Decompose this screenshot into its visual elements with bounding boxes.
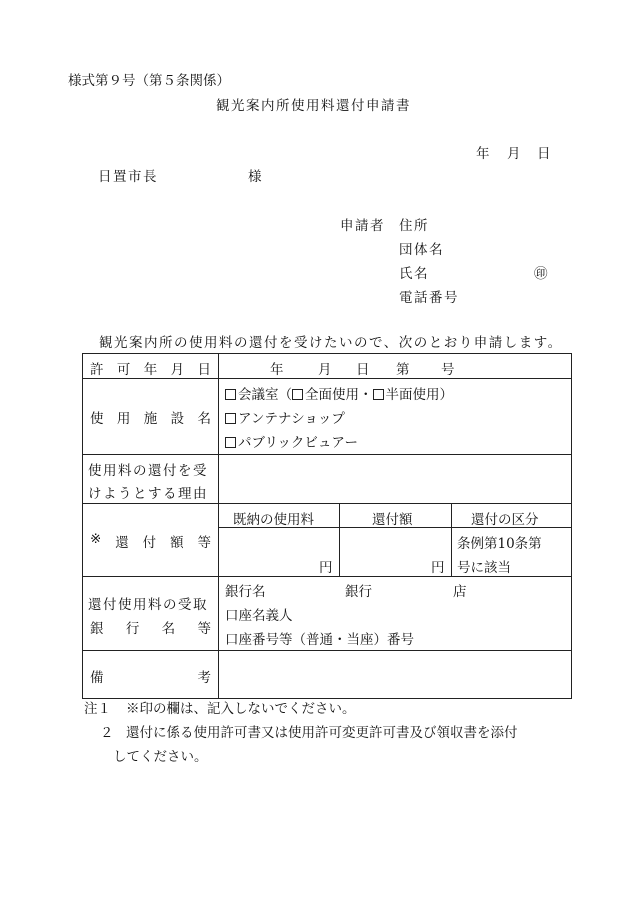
category-line-1: 条例第10条第 [457,536,542,552]
checkbox-icon[interactable] [292,389,303,400]
checkbox-icon[interactable] [225,413,236,424]
facility-label-cell [83,379,219,455]
permit-date-label: 許 可 年 月 日 [90,362,211,378]
account-holder-label: 口座名義人 [225,608,293,624]
refund-label: ※ 還 付 額 等 [90,531,211,551]
application-table [82,353,572,699]
honorific: 様 [248,169,262,185]
reason-label-line-1: 使用料の還付を受 [88,463,208,479]
checkbox-icon[interactable] [225,389,236,400]
note-2-line-2: してください。 [113,749,208,765]
paid-fee-header: 既納の使用料 [233,512,314,528]
remarks-row [83,651,572,699]
applicant-label: 申請者 [340,218,385,234]
note-1-prefix: 注１ [84,701,111,717]
reason-label-cell [83,455,219,504]
remarks-label-cell [83,651,219,699]
applicant-group-label: 団体名 [399,242,444,258]
applicant-name-label: 氏名 [399,266,429,282]
date-year-label: 年 [476,146,490,162]
refund-amount-yen-unit: 円 [431,560,445,576]
note-2-prefix: ２ [100,725,114,741]
addressee: 日置市長 [98,169,158,185]
refund-detail-cell [219,504,572,577]
bank-label-line-1: 還付使用料の受取 [88,597,208,613]
remarks-label: 備 考 [90,670,211,686]
checkbox-icon[interactable] [225,437,236,448]
reason-input-cell[interactable] [219,455,572,504]
bank-name-label: 銀行名 [225,584,266,600]
permit-year-label: 年 [270,362,284,378]
date-day-label: 日 [537,146,551,162]
reason-label-line-2: けようとする理由 [88,486,208,502]
form-number: 様式第９号（第５条関係） [68,73,230,89]
category-line-2: 号に該当 [457,560,511,576]
document-title: 観光案内所使用料還付申請書 [216,98,411,114]
refund-row [83,504,572,577]
remarks-input-cell[interactable] [219,651,572,699]
facility-option-meeting-room[interactable]: 会議室（ 全面使用・ 半面使用） [225,383,453,403]
branch-suffix: 店 [453,584,467,600]
account-number-label: 口座番号等（普通・当座）番号 [225,632,414,648]
seal-mark: ㊞ [534,266,548,282]
permit-day-label: 日 [356,362,370,378]
permit-month-label: 月 [318,362,332,378]
refund-category-header: 還付の区分 [471,512,539,528]
facility-options-cell [219,379,572,455]
facility-label: 使 用 施 設 名 [90,411,211,427]
bank-detail-cell[interactable] [219,577,572,651]
facility-option-antenna-shop[interactable]: アンテナショップ [225,407,345,427]
note-1-text: ※印の欄は、記入しないでください。 [126,701,356,717]
bank-label-line-2: 銀 行 名 等 [90,621,211,637]
checkbox-icon[interactable] [373,389,384,400]
applicant-address-label: 住所 [399,218,429,234]
bank-suffix: 銀行 [345,584,372,600]
facility-row [83,379,572,455]
note-2-line-1: 還付に係る使用許可書又は使用許可変更許可書及び領収書を添付 [126,725,518,741]
reason-row [83,455,572,504]
applicant-phone-label: 電話番号 [399,290,459,306]
bank-label-cell [83,577,219,651]
permit-no-label: 第 [396,362,410,378]
facility-option-public-viewer[interactable]: パブリックビュアー [225,431,358,451]
refund-amount-header: 還付額 [372,512,413,528]
refund-label-cell [83,504,219,577]
permit-date-value-cell[interactable] [219,354,572,379]
permit-number-suffix: 号 [441,362,455,378]
date-month-label: 月 [507,146,521,162]
permit-date-label-cell [83,354,219,379]
bank-row [83,577,572,651]
paid-fee-yen-unit: 円 [319,560,333,576]
permit-date-row [83,354,572,379]
intro-text: 観光案内所の使用料の還付を受けたいので、次のとおり申請します。 [99,335,563,351]
